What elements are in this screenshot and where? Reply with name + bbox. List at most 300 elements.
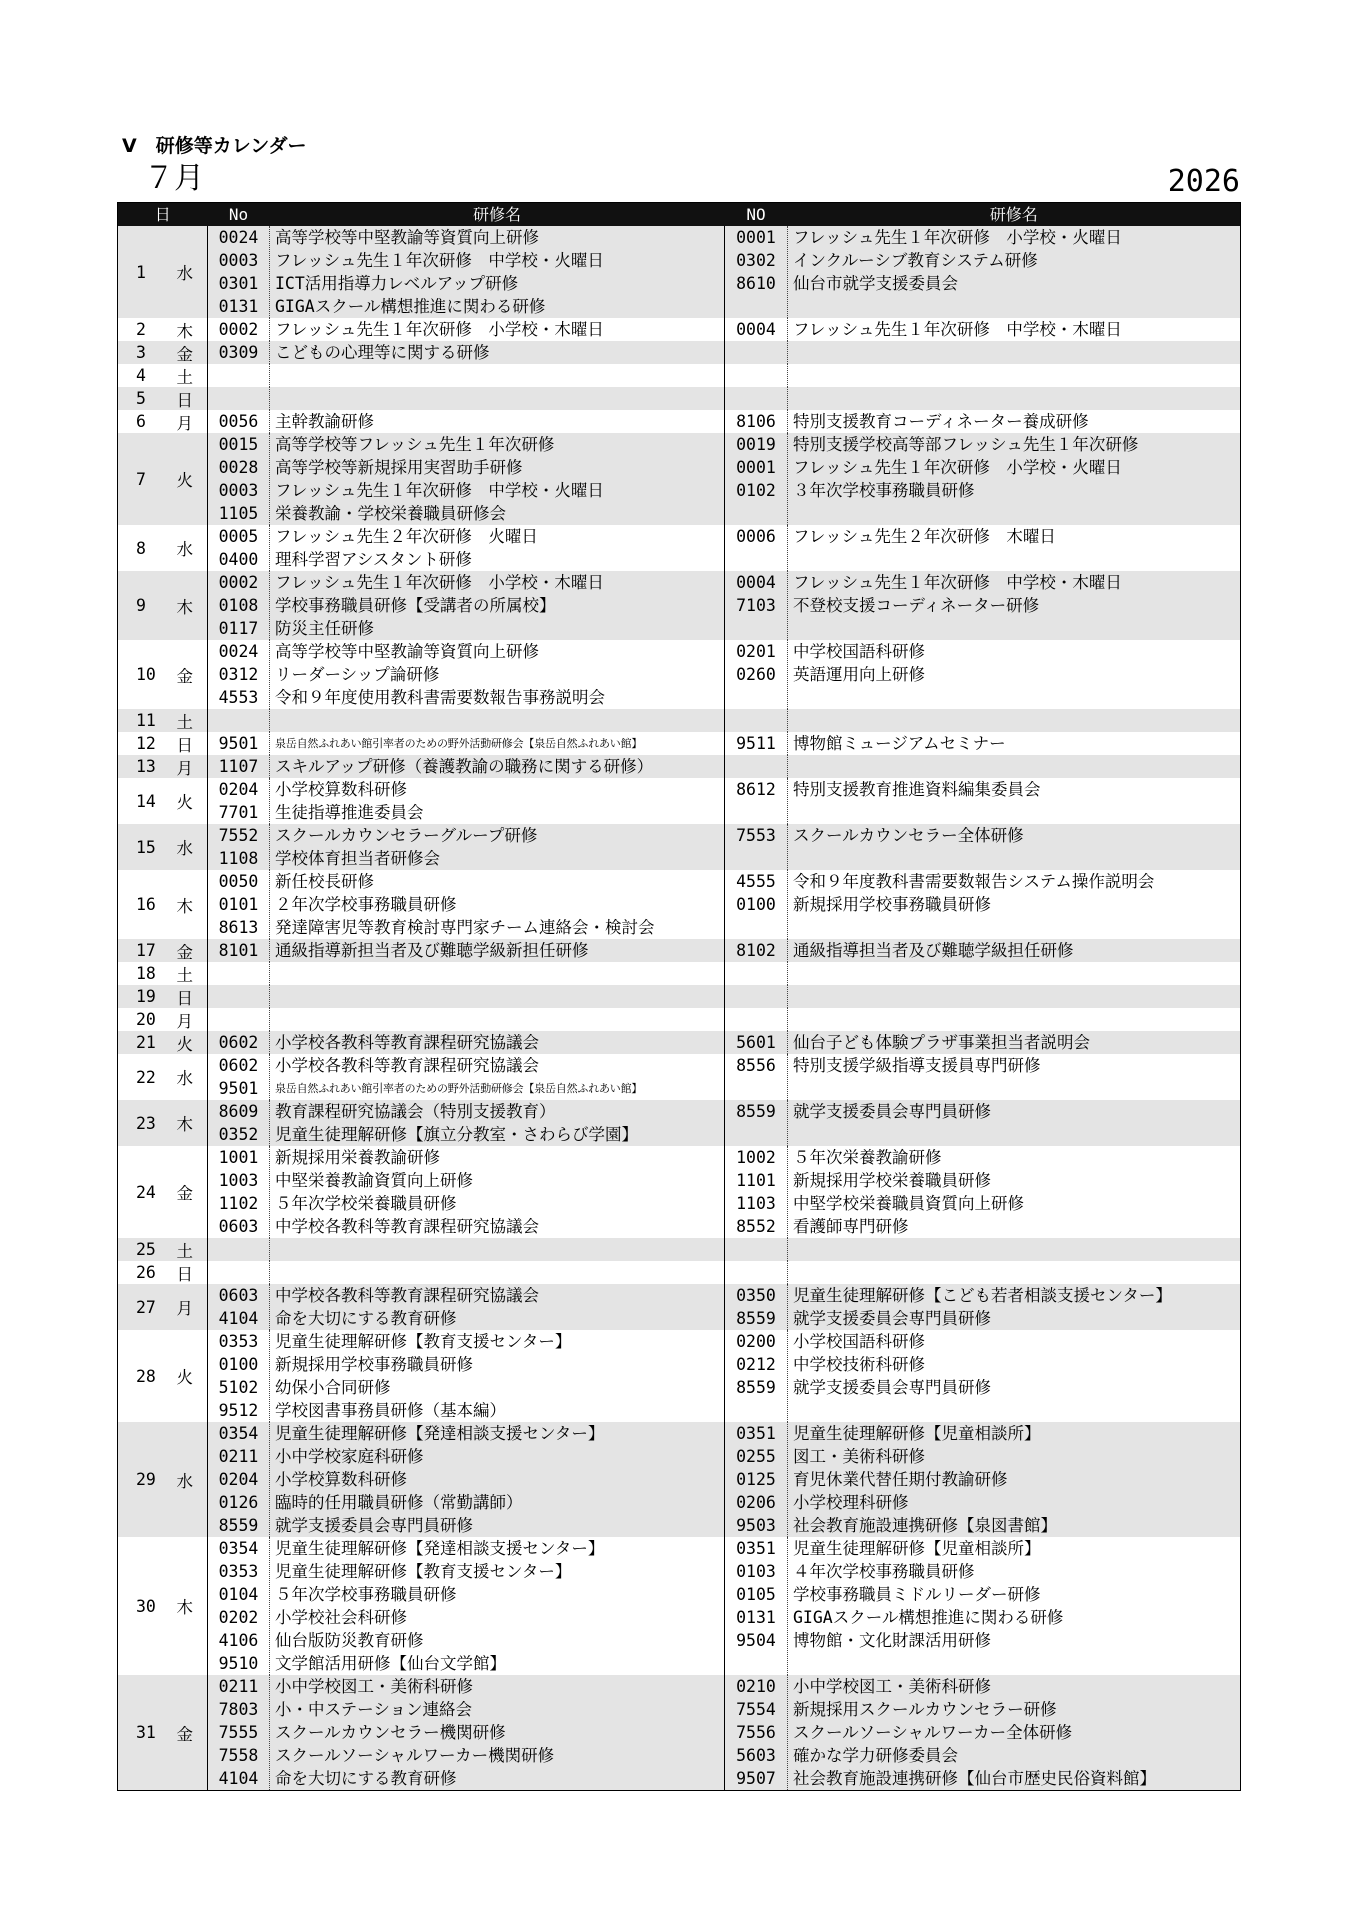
training-no bbox=[208, 962, 269, 985]
training-no: 0351 bbox=[736, 1539, 776, 1558]
training-no: 0006 bbox=[736, 527, 776, 546]
training-no-cell bbox=[725, 410, 788, 433]
training-name-cell bbox=[270, 1537, 725, 1675]
training-name: スクールカウンセラーグループ研修 bbox=[275, 826, 538, 845]
table-row bbox=[118, 226, 1241, 318]
training-name-cell bbox=[270, 410, 725, 433]
training-name: 英語運用向上研修 bbox=[793, 665, 925, 684]
training-no bbox=[208, 985, 269, 1008]
training-no-cell bbox=[725, 1008, 788, 1031]
training-no: 9511 bbox=[736, 734, 776, 753]
table-row bbox=[118, 1031, 1241, 1054]
training-name: 栄養教諭・学校栄養職員研修会 bbox=[275, 504, 506, 523]
training-name bbox=[788, 985, 1240, 1008]
training-name: 児童生徒理解研修【こども若者相談支援センター】 bbox=[793, 1286, 1172, 1305]
training-name: 社会教育施設連携研修【仙台市歴史民俗資料館】 bbox=[793, 1769, 1156, 1788]
day-number: 18 bbox=[136, 964, 156, 983]
table-row bbox=[118, 1537, 1241, 1675]
training-name bbox=[270, 1008, 724, 1031]
training-name: ICT活用指導力レベルアップ研修 bbox=[275, 274, 519, 293]
training-name: 小学校社会科研修 bbox=[275, 1608, 407, 1627]
training-name bbox=[788, 755, 1240, 778]
training-no: 0354 bbox=[218, 1424, 259, 1443]
training-name: 命を大切にする教育研修 bbox=[275, 1309, 457, 1328]
training-no: 0015 bbox=[218, 435, 259, 454]
training-name: 発達障害児等教育検討専門家チーム連絡会・検討会 bbox=[275, 918, 655, 937]
weekday: 月 bbox=[176, 1299, 193, 1318]
day-number: 13 bbox=[136, 757, 156, 776]
training-name-cell bbox=[270, 1261, 725, 1284]
training-name: ５年次栄養教諭研修 bbox=[793, 1148, 942, 1167]
training-name-cell bbox=[788, 939, 1241, 962]
training-no bbox=[725, 364, 787, 387]
weekday: 月 bbox=[176, 758, 193, 778]
training-name: 中学校各教科等教育課程研究協議会 bbox=[275, 1286, 539, 1305]
day-number: 2 bbox=[136, 320, 146, 339]
training-no-cell bbox=[208, 341, 270, 364]
training-name: GIGAスクール構想推進に関わる研修 bbox=[793, 1608, 1064, 1627]
table-row bbox=[118, 709, 1241, 732]
training-name-cell bbox=[270, 1422, 725, 1537]
day-number: 25 bbox=[136, 1240, 156, 1259]
training-no: 0602 bbox=[218, 1033, 259, 1052]
training-name: 新任校長研修 bbox=[275, 872, 374, 891]
date-wrap bbox=[118, 870, 207, 939]
date-cell bbox=[118, 985, 208, 1008]
year-title: 2026 bbox=[1167, 164, 1240, 199]
training-no: 0255 bbox=[736, 1447, 776, 1466]
table-row bbox=[118, 1054, 1241, 1100]
training-name-cell bbox=[788, 962, 1241, 985]
training-name bbox=[270, 364, 724, 387]
table-row bbox=[118, 1238, 1241, 1261]
date-cell bbox=[118, 1146, 208, 1238]
training-name-cell bbox=[788, 709, 1241, 732]
date-wrap bbox=[118, 364, 207, 387]
table-row bbox=[118, 824, 1241, 870]
table-header-row bbox=[118, 203, 1241, 227]
training-no: 8102 bbox=[736, 941, 776, 960]
training-no bbox=[725, 847, 787, 870]
day-number: 10 bbox=[136, 665, 156, 684]
training-no-cell bbox=[208, 364, 270, 387]
date-wrap bbox=[118, 1330, 207, 1422]
training-no: 8612 bbox=[736, 780, 776, 799]
training-no bbox=[725, 1652, 787, 1675]
training-no: 0108 bbox=[218, 596, 259, 615]
training-no: 0102 bbox=[736, 481, 776, 500]
training-no: 8559 bbox=[736, 1309, 776, 1328]
training-no-cell bbox=[208, 1422, 270, 1537]
weekday: 木 bbox=[176, 1115, 193, 1134]
training-name-cell bbox=[788, 1008, 1241, 1031]
day-number: 23 bbox=[136, 1113, 156, 1133]
weekday: 金 bbox=[176, 1184, 193, 1203]
training-name-cell bbox=[788, 1675, 1241, 1791]
training-name-cell bbox=[270, 364, 725, 387]
training-name bbox=[788, 387, 1240, 410]
training-no bbox=[208, 1008, 269, 1031]
date-wrap bbox=[118, 433, 207, 525]
training-name: 中学校技術科研修 bbox=[793, 1355, 925, 1374]
training-name bbox=[788, 364, 1240, 387]
training-name: 図工・美術科研修 bbox=[793, 1447, 925, 1466]
day-number: 17 bbox=[136, 941, 156, 960]
weekday: 日 bbox=[176, 390, 193, 410]
training-name bbox=[788, 341, 1240, 364]
date-cell bbox=[118, 364, 208, 387]
date-cell bbox=[118, 824, 208, 870]
table-row bbox=[118, 571, 1241, 640]
training-name: 泉岳自然ふれあい館引率者のための野外活動研修会【泉岳自然ふれあい館】 bbox=[275, 737, 643, 750]
training-name-cell bbox=[788, 1422, 1241, 1537]
training-no: 8613 bbox=[218, 918, 259, 937]
training-name: 特別支援教育コーディネーター養成研修 bbox=[793, 412, 1089, 431]
weekday: 水 bbox=[176, 1471, 193, 1491]
training-name bbox=[788, 295, 1240, 318]
date-wrap bbox=[118, 1031, 207, 1054]
training-no: 0202 bbox=[218, 1608, 259, 1627]
weekday: 土 bbox=[176, 367, 193, 387]
training-no-cell bbox=[208, 226, 270, 318]
day-number: 4 bbox=[136, 366, 146, 385]
training-no-cell bbox=[208, 1675, 270, 1791]
table-row bbox=[118, 433, 1241, 525]
training-no: 0309 bbox=[218, 343, 259, 362]
date-cell bbox=[118, 1537, 208, 1675]
training-name: 通級指導担当者及び難聴学級担任研修 bbox=[793, 941, 1074, 960]
training-no-cell bbox=[208, 640, 270, 709]
training-no: 7554 bbox=[736, 1700, 776, 1719]
date-wrap bbox=[118, 1238, 207, 1261]
training-name-cell bbox=[270, 755, 725, 778]
training-name: スクールカウンセラー機関研修 bbox=[275, 1723, 506, 1742]
table-row bbox=[118, 341, 1241, 364]
training-name: フレッシュ先生１年次研修 中学校・火曜日 bbox=[275, 481, 604, 500]
training-name: 仙台市就学支援委員会 bbox=[793, 274, 958, 293]
training-name: 学校図書事務員研修（基本編） bbox=[275, 1401, 506, 1420]
training-no: 8101 bbox=[218, 941, 259, 960]
training-no: 0211 bbox=[218, 1677, 259, 1696]
training-name: 新規採用学校事務職員研修 bbox=[793, 895, 991, 914]
training-no-cell bbox=[208, 387, 270, 410]
training-no: 0005 bbox=[218, 527, 259, 546]
date-cell bbox=[118, 433, 208, 525]
training-no: 9504 bbox=[736, 1631, 776, 1650]
training-no-cell bbox=[725, 939, 788, 962]
training-name-cell bbox=[788, 640, 1241, 709]
training-name-cell bbox=[270, 226, 725, 318]
training-no: 1003 bbox=[218, 1171, 259, 1190]
training-no: 0603 bbox=[218, 1286, 259, 1305]
training-no-cell bbox=[725, 571, 788, 640]
training-no-cell bbox=[208, 824, 270, 870]
date-wrap bbox=[118, 1537, 207, 1675]
training-no: 0004 bbox=[736, 573, 776, 592]
training-no-cell bbox=[725, 778, 788, 824]
training-name: 特別支援学校高等部フレッシュ先生１年次研修 bbox=[793, 435, 1139, 454]
training-no-cell bbox=[725, 1100, 788, 1146]
training-no: 1002 bbox=[736, 1148, 776, 1167]
training-no: 4106 bbox=[218, 1631, 259, 1650]
training-name: 通級指導新担当者及び難聴学級新担任研修 bbox=[275, 941, 589, 960]
date-wrap bbox=[118, 525, 207, 571]
training-name bbox=[788, 1238, 1240, 1261]
training-name: 学校事務職員研修【受講者の所属校】 bbox=[275, 596, 556, 615]
training-name: 泉岳自然ふれあい館引率者のための野外活動研修会【泉岳自然ふれあい館】 bbox=[275, 1082, 643, 1095]
header-training-name-2: 研修名 bbox=[788, 203, 1241, 227]
training-no-cell bbox=[208, 410, 270, 433]
training-no: 0131 bbox=[218, 297, 259, 316]
training-no: 0001 bbox=[736, 228, 776, 247]
training-name-cell bbox=[270, 571, 725, 640]
training-no-cell bbox=[725, 226, 788, 318]
weekday: 土 bbox=[176, 712, 193, 732]
training-name: 特別支援教育推進資料編集委員会 bbox=[793, 780, 1041, 799]
training-name: 確かな学力研修委員会 bbox=[793, 1746, 958, 1765]
training-no bbox=[725, 295, 787, 318]
training-no bbox=[725, 1261, 787, 1284]
date-wrap bbox=[118, 341, 207, 364]
day-number: 1 bbox=[136, 262, 146, 282]
training-no-cell bbox=[725, 962, 788, 985]
training-no-cell bbox=[725, 709, 788, 732]
training-no: 8559 bbox=[218, 1516, 259, 1535]
training-no: 0024 bbox=[218, 642, 259, 661]
table-row bbox=[118, 870, 1241, 939]
training-no: 7103 bbox=[736, 596, 776, 615]
training-name-cell bbox=[788, 1284, 1241, 1330]
date-wrap bbox=[118, 778, 207, 824]
training-name-cell bbox=[270, 1008, 725, 1031]
training-name bbox=[788, 1652, 1240, 1675]
training-no-cell bbox=[208, 1238, 270, 1261]
training-no: 0002 bbox=[218, 320, 259, 339]
training-no: 0050 bbox=[218, 872, 259, 891]
day-number: 28 bbox=[136, 1366, 156, 1386]
date-cell bbox=[118, 1422, 208, 1537]
training-name: 高等学校等中堅教諭等資質向上研修 bbox=[275, 642, 539, 661]
training-name-cell bbox=[270, 1031, 725, 1054]
training-name: 就学支援委員会専門員研修 bbox=[275, 1516, 473, 1535]
training-name: 小中学校家庭科研修 bbox=[275, 1447, 424, 1466]
day-number: 24 bbox=[136, 1182, 156, 1202]
table-row bbox=[118, 1146, 1241, 1238]
training-no-cell bbox=[725, 1238, 788, 1261]
training-no: 0301 bbox=[218, 274, 259, 293]
training-no-cell bbox=[208, 1100, 270, 1146]
training-name: 新規採用学校事務職員研修 bbox=[275, 1355, 473, 1374]
training-no: 8106 bbox=[736, 412, 776, 431]
training-no: 0019 bbox=[736, 435, 776, 454]
training-no: 8559 bbox=[736, 1378, 776, 1397]
training-name-cell bbox=[270, 1054, 725, 1100]
training-name: 高等学校等中堅教諭等資質向上研修 bbox=[275, 228, 539, 247]
date-wrap bbox=[118, 1284, 207, 1330]
date-cell bbox=[118, 1330, 208, 1422]
training-no-cell bbox=[208, 433, 270, 525]
training-name-cell bbox=[788, 1146, 1241, 1238]
day-number: 6 bbox=[136, 412, 146, 431]
training-name bbox=[788, 548, 1240, 571]
training-name-cell bbox=[788, 1100, 1241, 1146]
training-no bbox=[208, 1261, 269, 1284]
training-no: 0212 bbox=[736, 1355, 776, 1374]
training-no: 0351 bbox=[736, 1424, 776, 1443]
training-no: 0024 bbox=[218, 228, 259, 247]
weekday: 土 bbox=[176, 1241, 193, 1261]
training-name bbox=[270, 709, 724, 732]
training-name: 中学校各教科等教育課程研究協議会 bbox=[275, 1217, 539, 1236]
training-name: 小・中ステーション連絡会 bbox=[275, 1700, 473, 1719]
training-name: フレッシュ先生１年次研修 小学校・木曜日 bbox=[275, 320, 604, 339]
training-no-cell bbox=[208, 571, 270, 640]
training-no bbox=[725, 801, 787, 824]
training-name: 児童生徒理解研修【発達相談支援センター】 bbox=[275, 1539, 605, 1558]
training-name: 防災主任研修 bbox=[275, 619, 374, 638]
training-no-cell bbox=[208, 318, 270, 341]
training-name: 児童生徒理解研修【旗立分教室・さわらび学園】 bbox=[275, 1125, 638, 1144]
training-no-cell bbox=[725, 341, 788, 364]
training-no: 0003 bbox=[218, 251, 259, 270]
training-no-cell bbox=[208, 1008, 270, 1031]
training-name: 就学支援委員会専門員研修 bbox=[793, 1102, 991, 1121]
training-no: 0302 bbox=[736, 251, 776, 270]
training-name: 理科学習アシスタント研修 bbox=[275, 550, 472, 569]
weekday: 水 bbox=[176, 839, 193, 858]
training-name: 小学校算数科研修 bbox=[275, 780, 407, 799]
date-wrap bbox=[118, 1675, 207, 1790]
training-name: フレッシュ先生１年次研修 中学校・火曜日 bbox=[275, 251, 604, 270]
date-cell bbox=[118, 226, 208, 318]
training-no: 8556 bbox=[736, 1056, 776, 1075]
training-name: フレッシュ先生１年次研修 中学校・木曜日 bbox=[793, 320, 1122, 339]
table-row bbox=[118, 1008, 1241, 1031]
training-name bbox=[788, 686, 1240, 709]
weekday: 木 bbox=[176, 597, 193, 617]
training-no: 1107 bbox=[218, 757, 259, 776]
date-cell bbox=[118, 640, 208, 709]
day-number: 21 bbox=[136, 1033, 156, 1052]
weekday: 火 bbox=[176, 1368, 193, 1387]
training-name-cell bbox=[270, 387, 725, 410]
training-name-cell bbox=[270, 1675, 725, 1791]
training-no: 7553 bbox=[736, 826, 776, 845]
training-no: 1103 bbox=[736, 1194, 776, 1213]
date-wrap bbox=[118, 410, 207, 433]
date-cell bbox=[118, 1008, 208, 1031]
training-no: 4553 bbox=[218, 688, 259, 707]
day-number: 29 bbox=[136, 1470, 156, 1489]
training-no: 0056 bbox=[218, 412, 259, 431]
day-number: 3 bbox=[136, 343, 146, 362]
training-no bbox=[725, 1399, 787, 1422]
date-wrap bbox=[118, 962, 207, 985]
training-no: 0028 bbox=[218, 458, 259, 477]
training-no: 1108 bbox=[218, 849, 259, 868]
training-no: 5102 bbox=[218, 1378, 259, 1397]
table-row bbox=[118, 1422, 1241, 1537]
training-name-cell bbox=[788, 525, 1241, 571]
day-number: 9 bbox=[136, 596, 146, 615]
date-wrap bbox=[118, 1261, 207, 1284]
training-name bbox=[788, 1261, 1240, 1284]
training-no-cell bbox=[725, 755, 788, 778]
day-number: 5 bbox=[136, 389, 146, 408]
training-name bbox=[788, 847, 1240, 870]
table-row bbox=[118, 778, 1241, 824]
training-no: 7558 bbox=[218, 1746, 259, 1765]
training-name-cell bbox=[788, 778, 1241, 824]
training-name: 仙台版防災教育研修 bbox=[275, 1631, 424, 1650]
date-wrap bbox=[118, 755, 207, 778]
day-number: 11 bbox=[136, 711, 156, 730]
table-row bbox=[118, 985, 1241, 1008]
date-cell bbox=[118, 318, 208, 341]
day-number: 31 bbox=[136, 1723, 156, 1742]
training-no-cell bbox=[725, 318, 788, 341]
training-no: 0126 bbox=[218, 1493, 259, 1512]
table-row bbox=[118, 1261, 1241, 1284]
date-cell bbox=[118, 939, 208, 962]
training-no-cell bbox=[208, 870, 270, 939]
training-no: 0004 bbox=[736, 320, 776, 339]
training-name-cell bbox=[270, 341, 725, 364]
date-cell bbox=[118, 525, 208, 571]
date-cell bbox=[118, 410, 208, 433]
training-name: 社会教育施設連携研修【泉図書館】 bbox=[793, 1516, 1057, 1535]
training-name: ５年次学校事務職員研修 bbox=[275, 1585, 457, 1604]
date-cell bbox=[118, 1675, 208, 1791]
weekday: 木 bbox=[176, 321, 193, 341]
table-row bbox=[118, 318, 1241, 341]
day-number: 8 bbox=[136, 538, 146, 558]
training-name: 新規採用栄養教諭研修 bbox=[275, 1148, 440, 1167]
training-no: 0200 bbox=[736, 1332, 776, 1351]
training-no-cell bbox=[208, 962, 270, 985]
training-no: 8552 bbox=[736, 1217, 776, 1236]
training-no: 0312 bbox=[218, 665, 259, 684]
date-wrap bbox=[118, 387, 207, 410]
training-name: ２年次学校事務職員研修 bbox=[275, 895, 457, 914]
date-cell bbox=[118, 732, 208, 755]
training-name-cell bbox=[270, 640, 725, 709]
training-no-cell bbox=[725, 1537, 788, 1675]
training-no: 0104 bbox=[218, 1585, 259, 1604]
training-name-cell bbox=[788, 824, 1241, 870]
training-no: 0352 bbox=[218, 1125, 259, 1144]
training-no bbox=[725, 962, 787, 985]
training-name bbox=[270, 387, 724, 410]
date-cell bbox=[118, 1054, 208, 1100]
training-name: 児童生徒理解研修【教育支援センター】 bbox=[275, 1332, 572, 1351]
training-no: 0117 bbox=[218, 619, 259, 638]
training-no-cell bbox=[725, 433, 788, 525]
training-name-cell bbox=[270, 985, 725, 1008]
table-row bbox=[118, 410, 1241, 433]
training-name: 小学校算数科研修 bbox=[275, 1470, 407, 1489]
training-no: 0100 bbox=[736, 895, 776, 914]
training-no-cell bbox=[725, 1146, 788, 1238]
training-no: 7556 bbox=[736, 1723, 776, 1742]
training-name-cell bbox=[270, 870, 725, 939]
training-no bbox=[725, 916, 787, 939]
training-name-cell bbox=[788, 364, 1241, 387]
table-body bbox=[118, 226, 1241, 1791]
date-cell bbox=[118, 870, 208, 939]
training-name-cell bbox=[788, 1031, 1241, 1054]
date-wrap bbox=[118, 1146, 207, 1238]
